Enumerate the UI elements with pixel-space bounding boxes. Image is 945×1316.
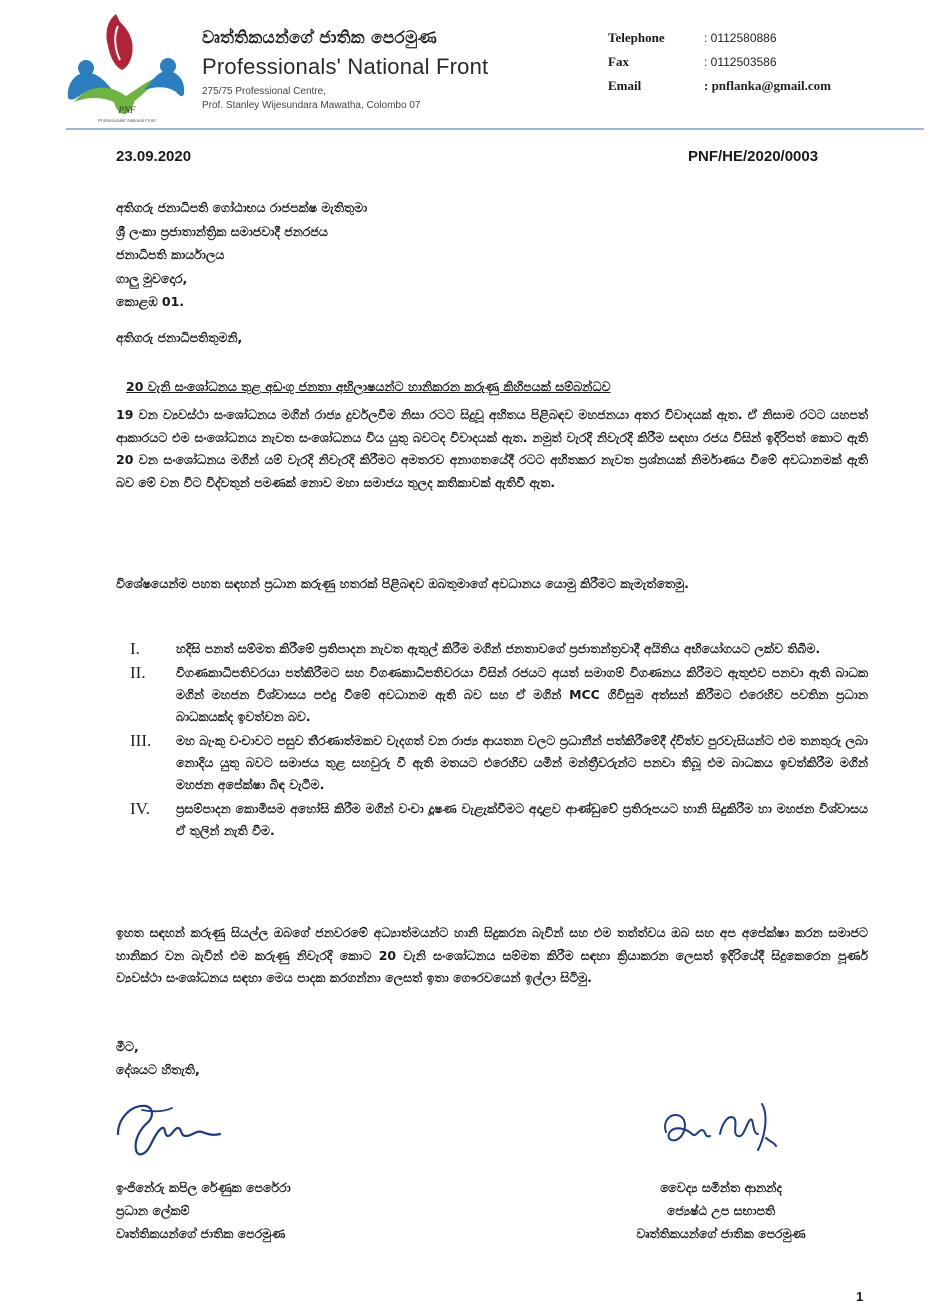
page-number: 1: [856, 1289, 864, 1304]
fax-row: [608, 50, 908, 74]
recipient-line: කොළඹ 01.: [116, 294, 185, 309]
email-row: [608, 74, 908, 98]
signature-left: [112, 1090, 232, 1164]
pnf-logo: [64, 10, 190, 128]
letter-reference: PNF/HE/2020/0003: [688, 148, 819, 165]
closing-line-1: මීට,: [116, 1039, 139, 1054]
address-line-1: 275/75 Professional Centre,: [202, 86, 326, 97]
recipient-line: ජනාධිපති කාර්යාලය: [116, 247, 225, 262]
list-item: [130, 638, 868, 660]
email-label: Email: [608, 78, 642, 93]
closing-line-2: දේශයට හිතැති,: [116, 1062, 200, 1077]
list-item-number: I.: [130, 639, 140, 658]
signer-right-title: ජ්‍යෙෂ්ඨ උප සභාපති: [666, 1203, 776, 1218]
org-name-sinhala: වෘත්තිකයන්ගේ ජාතික පෙරමුණ: [202, 28, 438, 48]
signer-left: [116, 1176, 291, 1245]
list-item: [130, 662, 868, 728]
fax-value: : 0112503586: [704, 55, 777, 69]
list-item: [130, 730, 868, 796]
signature-right: [658, 1094, 788, 1160]
signer-left-name: ඉංජිනේරු කපිල රේණුක පෙරේරා: [116, 1180, 291, 1195]
list-item-number: II.: [130, 663, 146, 682]
list-item-text: හදිසි පනත් සම්මත කිරීමේ ප්‍රතිපාදන නැවත ඇතුල් කිරීම මගින් ජනතාවගේ ප්‍රජාතන්ත්‍රවාදී අයිතිය අභියෝගයට ලක්ව තිබීම.: [176, 641, 821, 656]
salutation: අතිගරු ජනාධිපතිතුමනි,: [116, 330, 243, 345]
body-paragraph-3: ඉහත සඳහන් කරුණු සියල්ල ඔබගේ ජනවරමේ අධ්‍යාත්මයන්ට හානි සිදුකරන බැවින් සහ එම තත්ත්වය ඔබ සහ අප අපේක්ෂා කරන සමාජට හානිකර වන බැවින් එම කරුණු නිවැරදි කොට 20 වැනි සංශෝධනය සම්මත කිරීම සඳහා ක්‍රියාකරන ලෙසත් ඉදිරියේදී සිදුකෙරෙන පූර්ණ ව්‍යවස්ථා සංශෝධනය සඳහා මෙය පාදක කරගන්නා ලෙසත් ඉතා ගෞරවයෙන් ඉල්ලා සිටිමු.: [116, 925, 868, 985]
telephone-label: Telephone: [608, 30, 665, 45]
logo-text: PNF: [118, 105, 136, 115]
closing: [116, 1035, 200, 1081]
signer-right: [586, 1176, 856, 1245]
concerns-list: [130, 638, 868, 844]
contact-block: [608, 26, 908, 98]
logo-caption: Professionals' National Front: [98, 118, 156, 123]
letter-date: 23.09.2020: [116, 148, 192, 165]
list-item-text: ප්‍රසම්පාදන කොමිසම අහෝසි කිරීම මගින් වංචා දූෂණ වැළැක්වීමට අදාළව ආණ්ඩුවේ ප්‍රතිරූපයට හානි සිදුකිරීම හා මහජන විශ්වාසය ඒ තුලින් නැති වීම.: [176, 801, 868, 838]
body-paragraph-2: විශේෂයෙන්ම පහත සඳහන් ප්‍රධාන කරුණු හතරක් පිළිබඳව ඔබතුමාගේ අවධානය යොමු කිරීමට කැමැත්තෙමු.: [116, 576, 689, 591]
recipient-line: ගාලු මුවදොර,: [116, 270, 188, 286]
list-item-number: IV.: [130, 799, 150, 818]
subject-line: 20 වැනි සංශෝධනය තුළ අඩංගු ජනතා අභිලාෂයන්ට හානිකරන කරුණු කිහිපයක් සම්බන්ධව: [126, 379, 611, 394]
header-divider: [66, 128, 924, 130]
email-value[interactable]: : pnflanka@gmail.com: [704, 78, 831, 93]
list-item-number: III.: [130, 731, 152, 750]
address-line-2: Prof. Stanley Wijesundara Mawatha, Colombo 07: [202, 100, 421, 111]
fax-label: Fax: [608, 54, 629, 69]
recipient-line: ශ්‍රී ලංකා ප්‍රජාතාන්ත්‍රික සමාජවාදී ජනරජය: [116, 223, 328, 239]
org-block: [202, 28, 582, 113]
signer-left-title: ප්‍රධාන ලේකම්: [116, 1203, 190, 1218]
list-item-text: මහ බැංකු වංචාවට පසුව තීරණාත්මකව වැදගත් වන රාජ්‍ය ආයතන වලට ප්‍රධානීන් පත්කිරීමේදී ද්විත්ව පුරවැසියන්ට එම තනතුරු ලබා නොදිය යුතු බවට සමාජය තුළ සහවුරු වී ඇති මතයට එරෙහිව යමින් මන්ත්‍රීවරුන්ට පනවා තිබූ එම බාධකය ඉවත්කිරීම මගින් මහජන අපේක්ෂා බිඳ වැටීම.: [176, 733, 868, 792]
list-item-text: විගණකාධිපතිවරයා පත්කිරීමට සහ විගණකාධිපතිවරයා විසින් රජයට අයත් සමාගම් විගණනය කිරීමට ඇතුළුව පනවා ඇති බාධක මගින් මහජන විශ්වාසය පළුදු වීමේ අවධානම ඇති බව සහ ඒ මගින් MCC ගිවිසුම අත්සන් කිරීමට එරෙහිව පවතින ප්‍රධාන බාධකයක්ද ඉවත්වන බව.: [176, 665, 868, 724]
signer-right-name: වෛද්‍ය සමින්ත ආනන්ද: [660, 1180, 782, 1195]
telephone-row: [608, 26, 908, 50]
org-address: [202, 85, 582, 113]
telephone-value: : 0112580886: [704, 31, 777, 45]
list-item: [130, 798, 868, 842]
signer-right-organization: වෘත්තිකයන්ගේ ජාතික පෙරමුණ: [636, 1226, 806, 1241]
org-name-english: Professionals' National Front: [202, 54, 489, 79]
body-paragraph-1: 19 වන ව්‍යවස්ථා සංශෝධනය මගින් රාජ්‍ය දුර්වලවීම නිසා රටට සිදුවූ අහිතය පිළිබඳව මහජනයා අතර විවාදයක් ඇත. ඒ නිසාම රටට යහපත් ආකාරයට එම සංශෝධනය නැවත සංශෝධනය විය යුතු බවටද විවාදයක් ඇත. නමුත් වැරදි නිවැරදි කිරීම සඳහා රජය විසින් ඉදිරිපත් කොට ඇති 20 වන සංශෝධනය මගින් යම් වැරදි නිවැරදි කිරීමට අමතරව අනාගතයේදී රටට අහිතකර නැවත ප්‍රශ්නයක් නිර්මාණය වීමේ අවධානමක් ඇති බව මේ වන විට විද්වතුන් පමණක් නොව මහා සමාජය තුලද කතිකාවක් ඇතිවී ඇත.: [116, 407, 868, 490]
signer-left-organization: වෘත්තිකයන්ගේ ජාතික පෙරමුණ: [116, 1226, 286, 1241]
recipient-line: අතිගරු ජනාධිපති ගෝඨාභය රාජපක්ෂ මැතිතුමා: [116, 200, 368, 215]
recipient-address: [116, 196, 367, 314]
